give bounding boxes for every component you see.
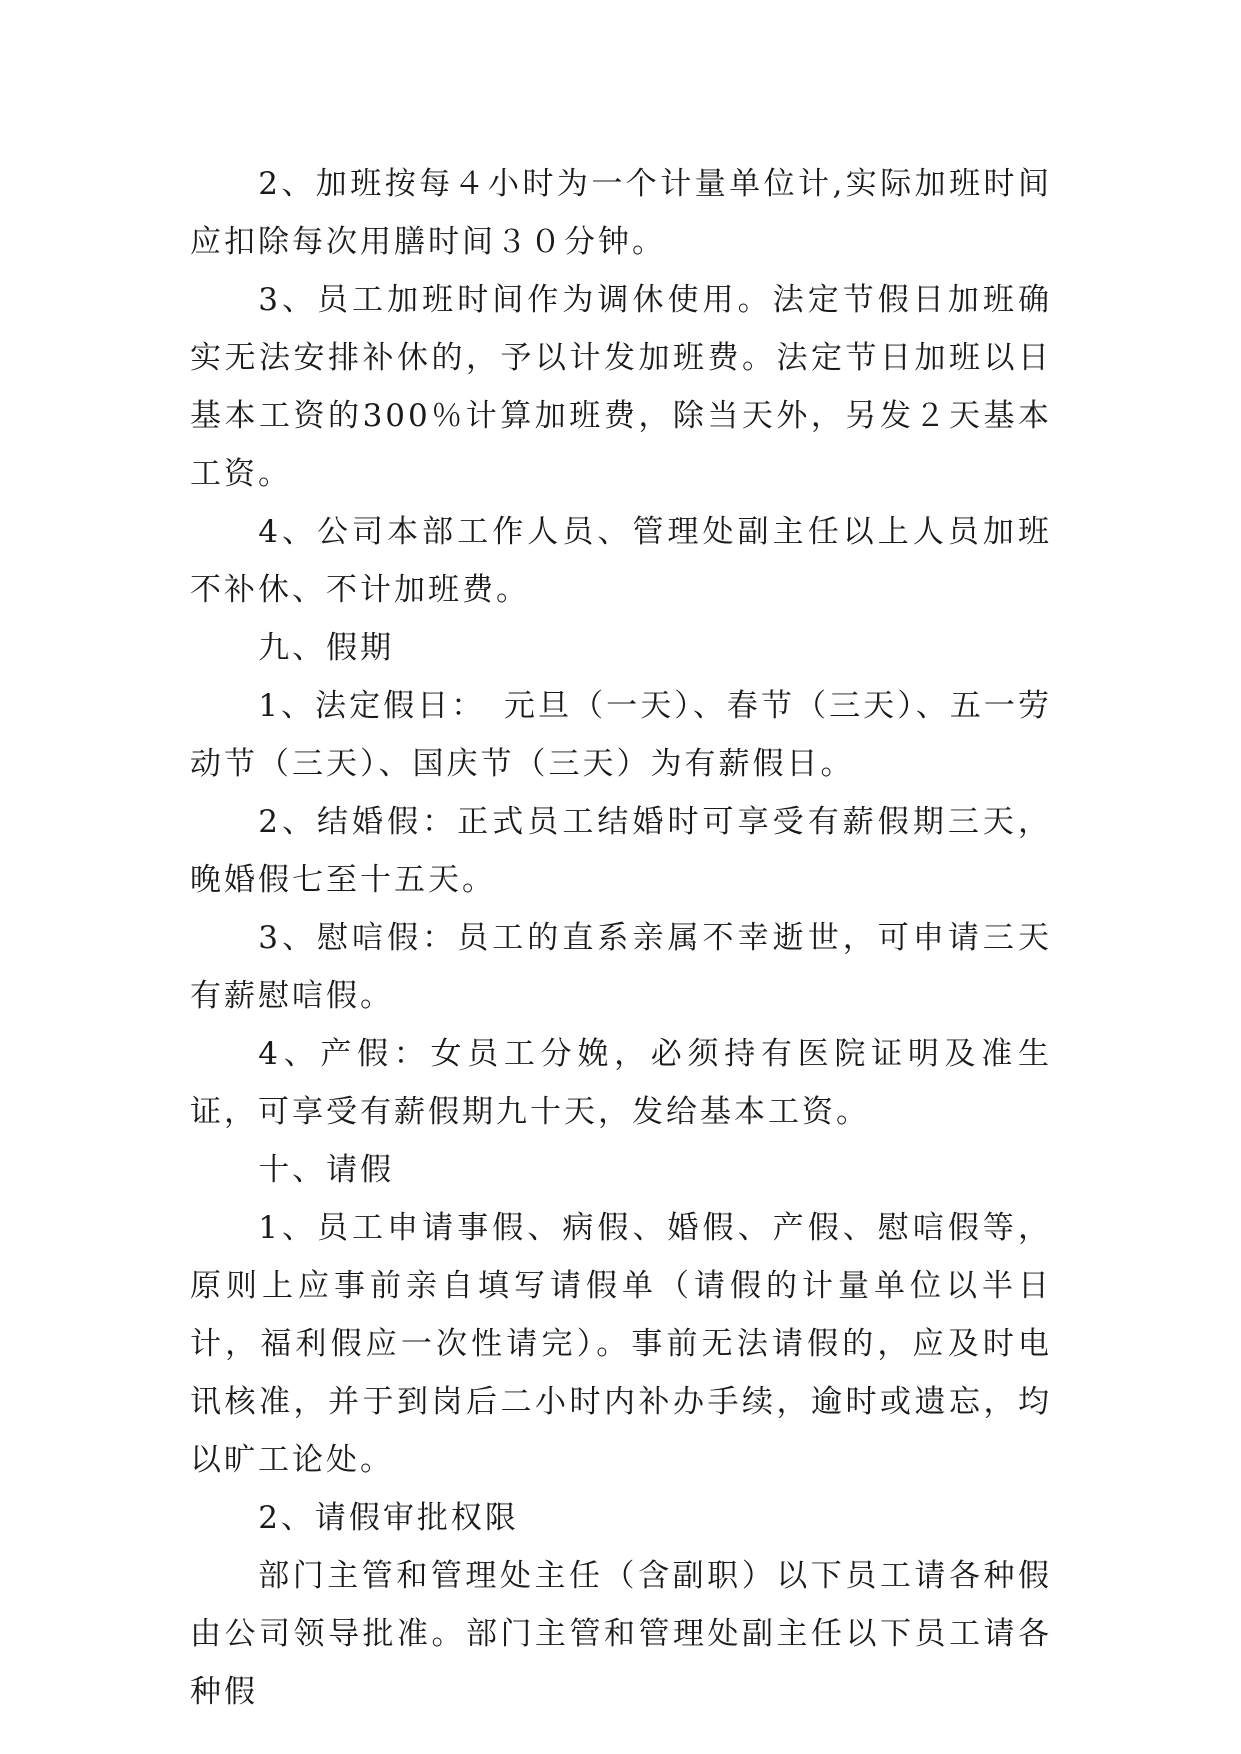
section-heading-holidays: 九、假期 <box>258 630 395 666</box>
paragraph-bereavement-leave: 3、慰唁假：员工的直系亲属不幸逝世，可申请三天有薪慰唁假。 <box>190 920 1052 1014</box>
paragraph-overtime-compensation: 3、员工加班时间作为调休使用。法定节假日加班确实无法安排补休的，予以计发加班费。法定节日加班以日基本工资的300％计算加班费，除当天外，另发２天基本工资。 <box>190 282 1052 492</box>
paragraph-statutory-holidays: 1、法定假日： 元旦（一天）、春节（三天）、五一劳动节（三天）、国庆节（三天）为有薪假日。 <box>190 688 1052 782</box>
document-body <box>190 155 1052 1721</box>
paragraph-marriage-leave: 2、结婚假：正式员工结婚时可享受有薪假期三天，晚婚假七至十五天。 <box>190 804 1052 898</box>
section-heading-leave-request: 十、请假 <box>258 1152 395 1188</box>
paragraph-approval-authority: 部门主管和管理处主任（含副职）以下员工请各种假由公司领导批准。部门主管和管理处副主任以下员工请各种假 <box>190 1558 1052 1710</box>
paragraph-approval-authority-heading: 2、请假审批权限 <box>258 1500 519 1536</box>
paragraph-overtime-unit: 2、加班按每４小时为一个计量单位计,实际加班时间应扣除每次用膳时间３０分钟。 <box>190 166 1052 260</box>
paragraph-leave-procedure: 1、员工申请事假、病假、婚假、产假、慰唁假等，原则上应事前亲自填写请假单（请假的计量单位以半日计，福利假应一次性请完）。事前无法请假的，应及时电讯核准，并于到岗后二小时内补办手续，逾时或遗忘，均以旷工论处。 <box>190 1210 1052 1478</box>
paragraph-maternity-leave: 4、产假：女员工分娩，必须持有医院证明及准生证，可享受有薪假期九十天，发给基本工资。 <box>190 1036 1052 1130</box>
paragraph-overtime-exemption: 4、公司本部工作人员、管理处副主任以上人员加班不补休、不计加班费。 <box>190 514 1052 608</box>
